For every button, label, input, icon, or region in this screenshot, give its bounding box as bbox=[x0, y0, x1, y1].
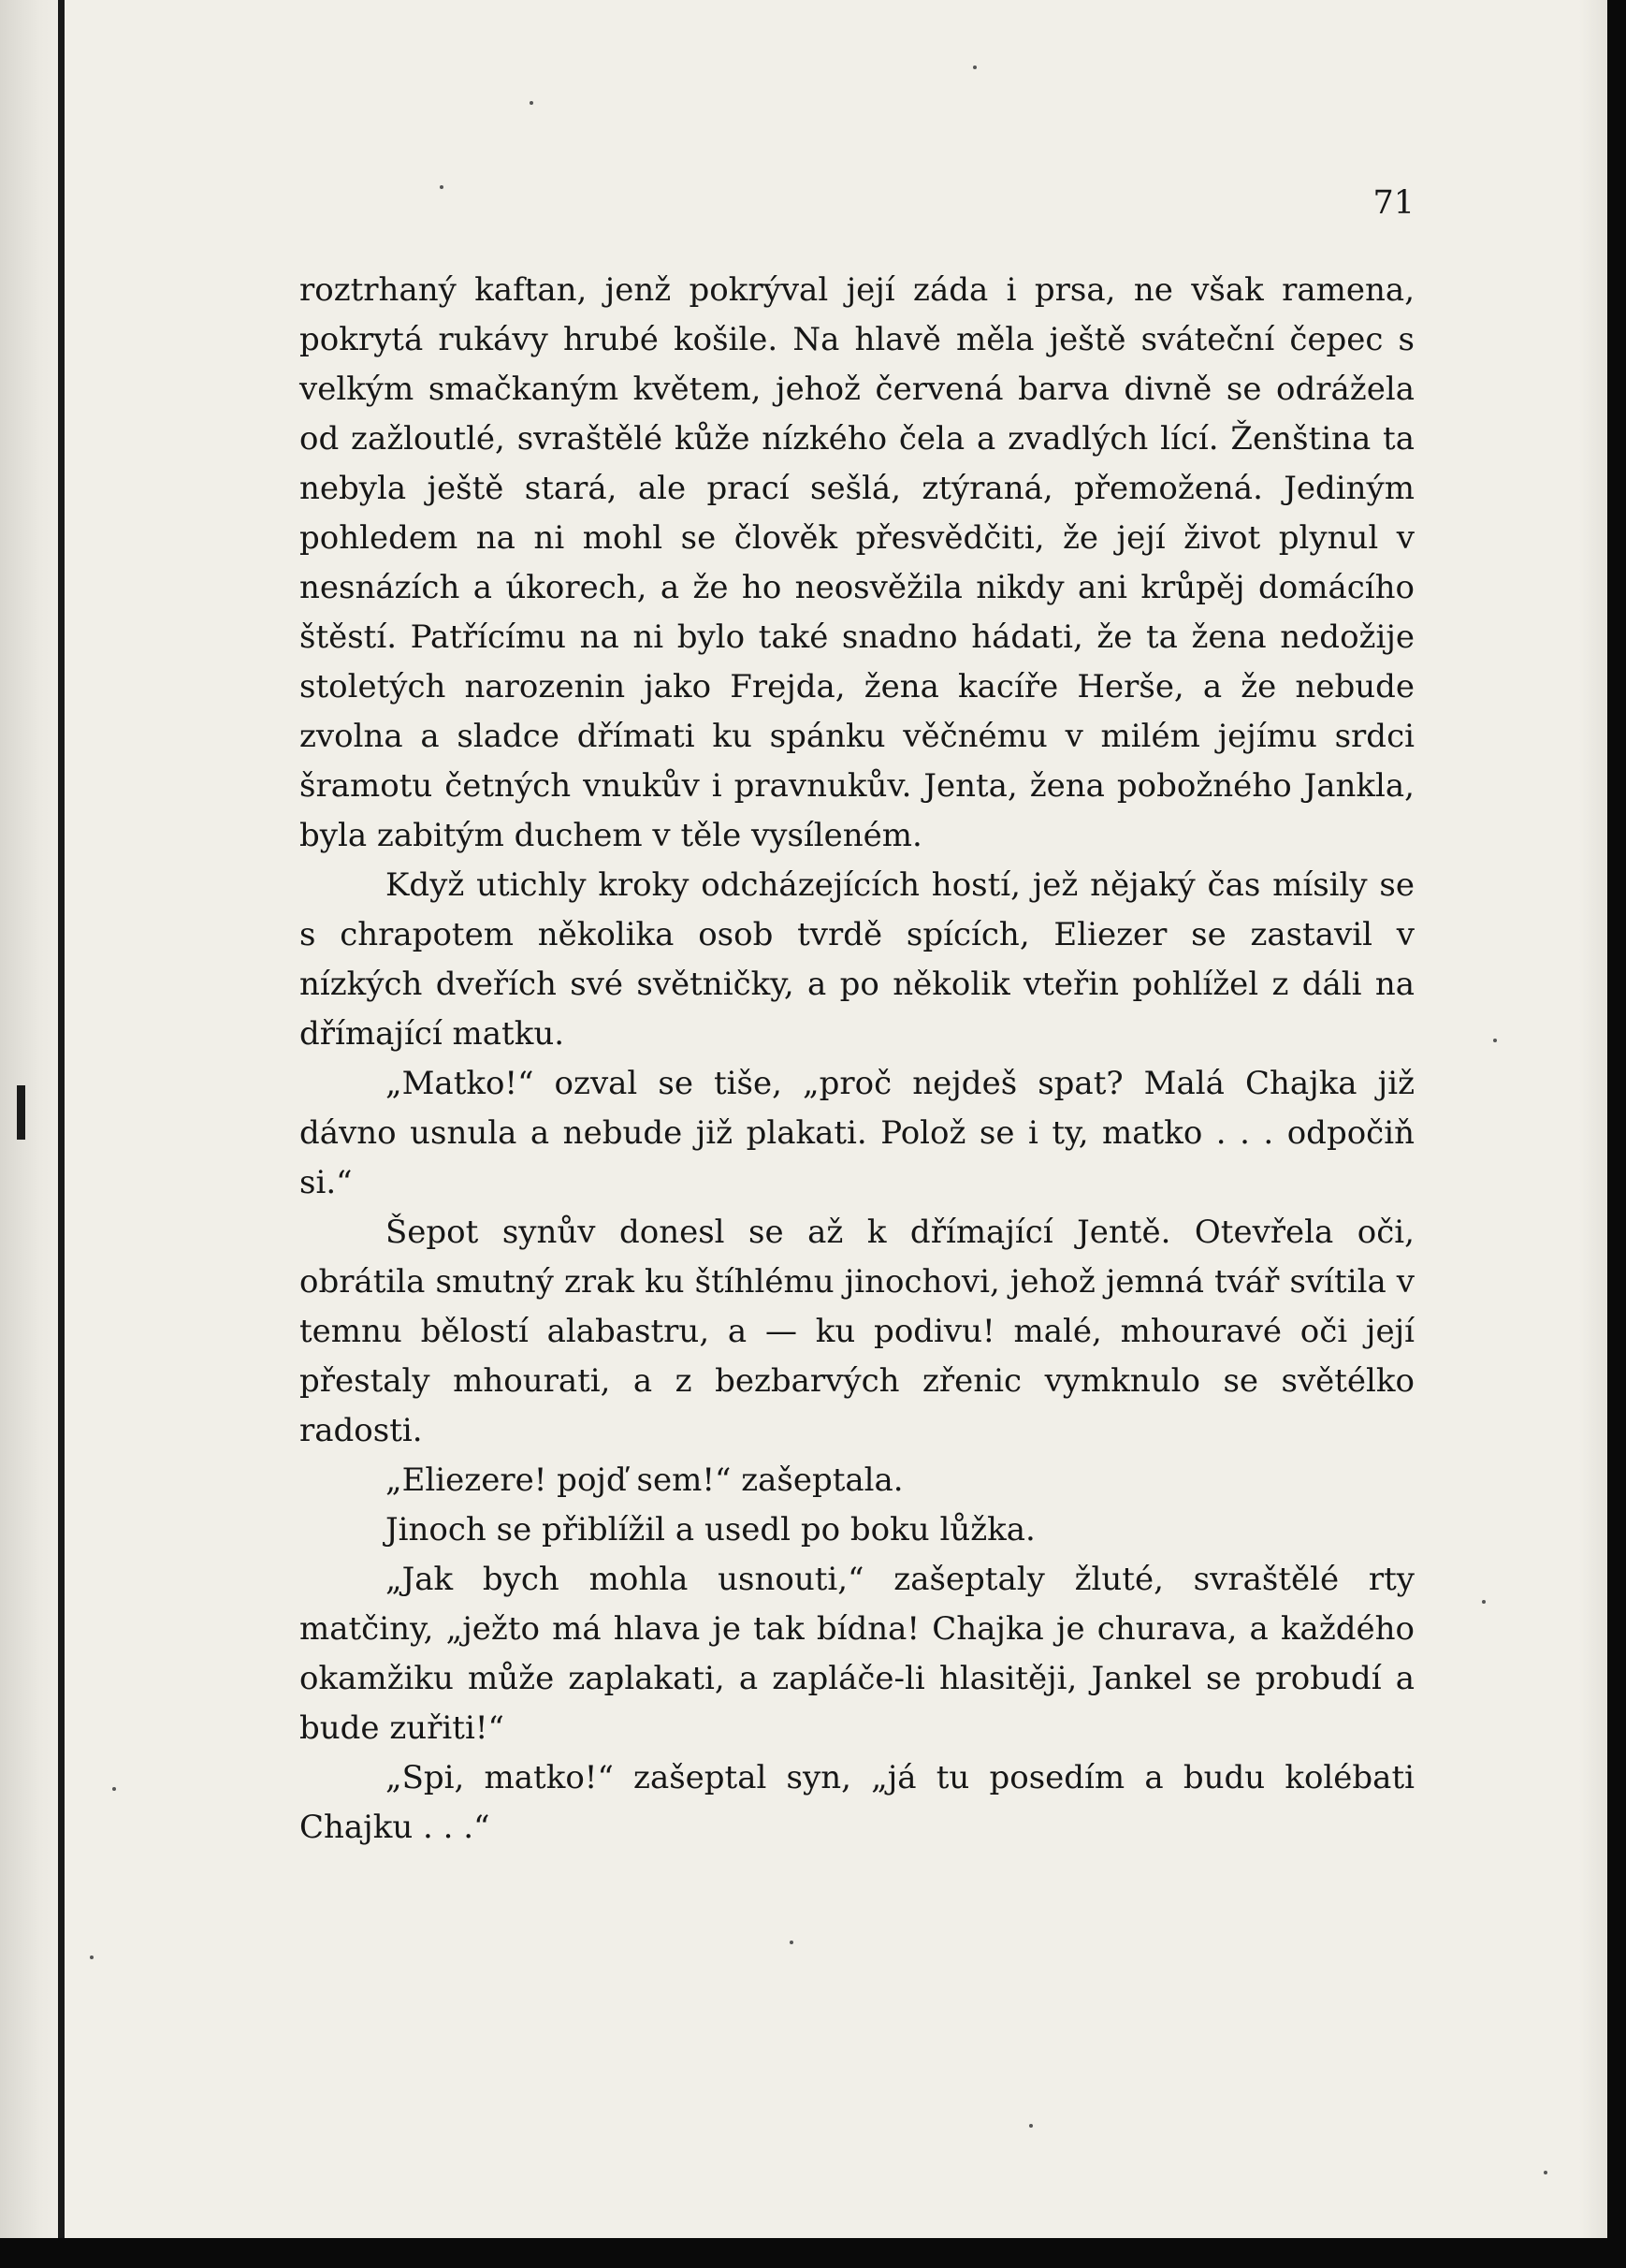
scan-speck bbox=[90, 1955, 94, 1959]
scan-speck bbox=[440, 185, 443, 189]
page-number: 71 bbox=[1372, 184, 1415, 222]
scan-speck bbox=[530, 101, 533, 105]
scan-speck bbox=[1493, 1039, 1497, 1042]
paragraph: „Eliezere! pojď sem!“ zašeptala. bbox=[385, 1461, 904, 1499]
paragraph: „Jak bych mohla usnouti,“ zašeptaly žluté, svraštělé rty matčiny, „ježto má hlava je tak bídna! Chajka je churava, a každého okamžiku může zaplakati, a zapláče-li hlasitěji, Jankel se probudí a bude zuřiti!“ bbox=[299, 1561, 1415, 1747]
paragraph: „Spi, matko!“ zašeptal syn, „já tu posedím a budu kolébati Chajku . . .“ bbox=[299, 1759, 1415, 1846]
gutter-line bbox=[58, 0, 65, 2238]
paragraph: Jinoch se přiblížil a usedl po boku lůžka. bbox=[385, 1511, 1036, 1548]
paragraph: „Matko!“ ozval se tiše, „proč nejdeš spat? Malá Chajka již dávno usnula a nebude již plakati. Polož se i ty, matko . . . odpočiň si.“ bbox=[299, 1065, 1415, 1201]
gutter-mark bbox=[17, 1085, 25, 1140]
scan-speck bbox=[1544, 2171, 1547, 2174]
scan-speck bbox=[112, 1787, 116, 1791]
page-edge bbox=[1579, 0, 1607, 2238]
paragraph: Když utichly kroky odcházejících hostí, jež nějaký čas mísily se s chrapotem několika osob tvrdě spících, Eliezer se zastavil v nízkých dveřích své světničky, a po několik vteřin pohlížel z dáli na dřímající matku. bbox=[299, 866, 1415, 1053]
scan-speck bbox=[973, 65, 977, 69]
paragraph: Šepot synův donesl se až k dřímající Jentě. Otevřela oči, obrátila smutný zrak ku štíhlému jinochovi, jehož jemná tvář svítila v temnu bělostí alabastru, a — ku podivu! malé, mhouravé oči její přestaly mhourati, a z bezbarvých zřenic vymknulo se světélko radosti. bbox=[299, 1214, 1415, 1449]
scan-speck bbox=[1029, 2124, 1033, 2128]
paragraph: roztrhaný kaftan, jenž pokrýval její záda i prsa, ne však ramena, pokrytá rukávy hrubé košile. Na hlavě měla ještě sváteční čepec s velkým smačkaným květem, jehož červená barva divně se odrážela od zažloutlé, svraštělé kůže nízkého čela a zvadlých lící. Ženština ta nebyla ještě stará, ale prací sešlá, ztýraná, přemožená. Jediným pohledem na ni mohl se člověk přesvědčiti, že její život plynul v nesnázích a úkorech, a že ho neosvěžila nikdy ani krůpěj domácího štěstí. Patřícímu na ni bylo také snadno hádati, že ta žena nedožije stoletých narozenin jako Frejda, žena kacíře Herše, a že nebude zvolna a sladce dřímati ku spánku věčnému v milém jejímu srdci šramotu četných vnukův i pravnukův. Jenta, žena pobožného Jankla, byla zabitým duchem v těle vysíleném. bbox=[299, 271, 1415, 854]
scan-speck bbox=[1482, 1600, 1486, 1604]
body-text bbox=[299, 266, 1415, 1853]
scan-speck bbox=[790, 1941, 793, 1944]
